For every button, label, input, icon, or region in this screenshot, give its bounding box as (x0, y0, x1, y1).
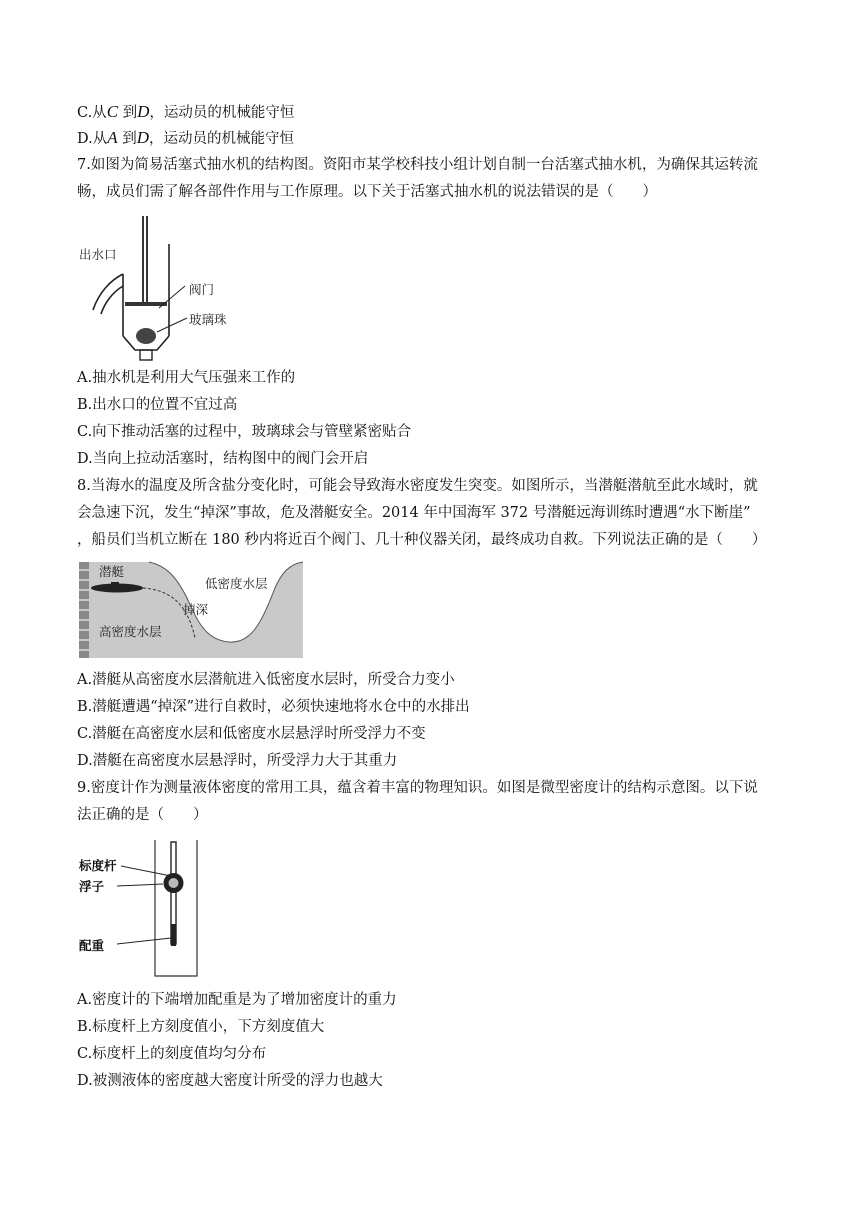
q6-option-d-prefix: D.从 (77, 131, 108, 147)
q7-option-d: D.当向上拉动活塞时，结构图中的阀门会开启 (77, 451, 369, 467)
label-scale-rod: 标度杆 (79, 858, 117, 873)
label-outlet: 出水口 (79, 247, 117, 262)
point-label: A (107, 128, 118, 147)
point-label: D (137, 102, 150, 121)
q8-stem-line2: 会急速下沉，发生“掉深”事故，危及潜艇安全。2014 年中国海军 372 号潜艇远海训练时遭遇“水下断崖” (77, 505, 751, 521)
label-submarine: 潜艇 (99, 564, 125, 579)
pump-diagram (77, 214, 277, 364)
q7-option-c: C.向下推动活塞的过程中，玻璃球会与管壁紧密贴合 (77, 424, 412, 440)
q7-stem-line1: 7.如图为简易活塞式抽水机的结构图。资阳市某学校科技小组计划自制一台活塞式抽水机，为确保其运转流 (77, 157, 758, 173)
q9-stem-line2: 法正确的是（ ） (77, 807, 208, 823)
label-high-density-layer: 高密度水层 (99, 624, 162, 639)
q8-option-d: D.潜艇在高密度水层悬浮时，所受浮力大于其重力 (77, 753, 398, 769)
q9-option-b: B.标度杆上方刻度值小，下方刻度值大 (77, 1019, 325, 1035)
q6-option-c-suffix: ，运动员的机械能守恒 (149, 105, 295, 121)
q6-option-c-prefix: C.从 (77, 105, 107, 121)
q6-option-d-mid: 到 (117, 131, 137, 147)
label-sudden-drop: 掉深 (183, 602, 209, 617)
q6-option-c-mid: 到 (118, 105, 138, 121)
q9-option-c: C.标度杆上的刻度值均匀分布 (77, 1046, 267, 1062)
q9-option-a: A.密度计的下端增加配重是为了增加密度计的重力 (77, 992, 397, 1008)
submarine-diagram (77, 558, 305, 662)
q7-option-b: B.出水口的位置不宜过高 (77, 397, 238, 413)
point-label: C (106, 102, 119, 121)
q8-option-c: C.潜艇在高密度水层和低密度水层悬浮时所受浮力不变 (77, 726, 426, 742)
q7-stem-line2: 畅，成员们需了解各部件作用与工作原理。以下关于活塞式抽水机的说法错误的是（ ） (77, 184, 657, 200)
q9-stem-line1: 9.密度计作为测量液体密度的常用工具，蕴含着丰富的物理知识。如图是微型密度计的结构示意图。以下说 (77, 780, 758, 796)
label-glass-bead: 玻璃珠 (189, 312, 227, 327)
q8-option-a: A.潜艇从高密度水层潜航进入低密度水层时，所受合力变小 (77, 672, 455, 688)
hydrometer-diagram (77, 838, 205, 978)
label-low-density-layer: 低密度水层 (205, 576, 268, 591)
point-label: D (136, 128, 149, 147)
q9-option-d: D.被测液体的密度越大密度计所受的浮力也越大 (77, 1073, 383, 1089)
label-valve: 阀门 (189, 282, 215, 297)
q6-option-d (77, 128, 294, 149)
label-float: 浮子 (79, 879, 105, 894)
q7-option-a: A.抽水机是利用大气压强来工作的 (77, 370, 296, 386)
q8-stem-line1: 8.当海水的温度及所含盐分变化时，可能会导致海水密度发生突变。如图所示，当潜艇潜航至此水域时，就 (77, 478, 758, 494)
q8-stem-line3: ，船员们当机立断在 180 秒内将近百个阀门、几十种仪器关闭，最终成功自救。下列说法正确的是（ ） (77, 532, 767, 548)
q6-option-d-suffix: ，运动员的机械能守恒 (149, 131, 294, 147)
q6-option-c (77, 102, 294, 123)
label-counterweight: 配重 (79, 938, 105, 953)
q8-option-b: B.潜艇遭遇“掉深”进行自救时，必须快速地将水仓中的水排出 (77, 699, 470, 715)
